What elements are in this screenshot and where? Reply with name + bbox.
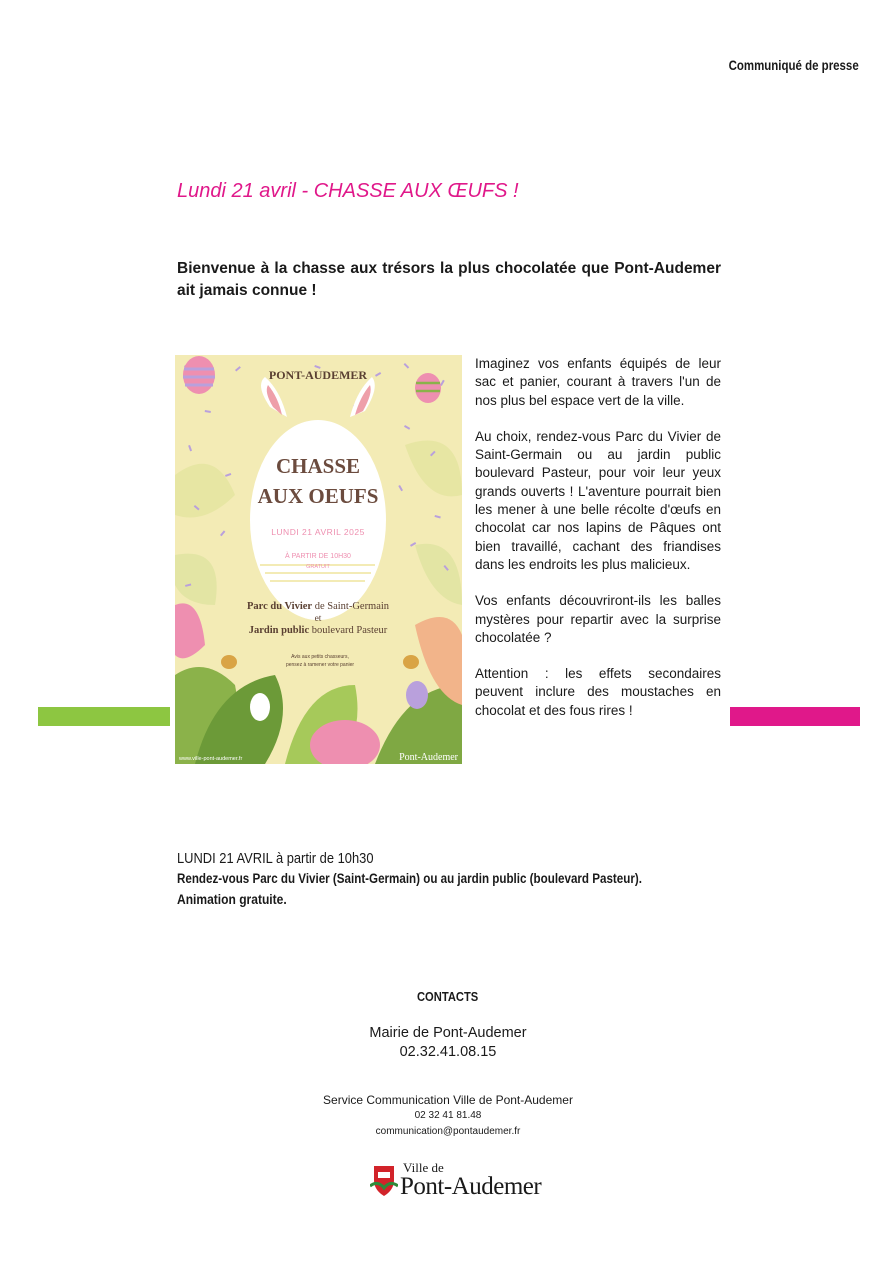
poster-and: et [314,614,322,624]
event-poster [175,355,462,764]
poster-website: www.ville-pont-audemer.fr [179,756,243,762]
poster-note2: pensez à ramener votre panier [285,662,355,668]
event-details [177,849,797,910]
service-email[interactable]: communication@pontaudemer.fr [375,1126,521,1137]
mairie-phone: 02.32.41.08.15 [399,1044,497,1060]
poster-time: À PARTIR DE 10H30 [285,553,351,560]
contacts-section [0,988,896,1140]
poster-logo: Pont-Audemer [399,752,458,763]
green-accent-bar [38,707,170,726]
poster-title-line1: CHASSE [275,454,361,478]
event-place: Rendez-vous Parc du Vivier (Saint-Germain) ou au jardin public (boulevard Pasteur). [177,871,642,886]
body-text [475,355,721,738]
pink-accent-bar [730,707,860,726]
body-paragraph-2: Au choix, rendez-vous Parc du Vivier de Saint-Germain ou au jardin public boulevard Pasteur, pour voir leur yeux grands ouverts ! L'aventure pourrait bien les mener à une belle récolte d'œufs en chocolat car nos lapins de Pâques ont bien travaillé, cachant des friandises dans les endroits les plus malicieux. [475,428,721,572]
poster-price: GRATUIT [306,564,330,570]
city-logo [370,1160,550,1202]
press-release-label: Communiqué de presse [728,57,859,73]
poster-title-line2: AUX OEUFS [257,484,379,508]
logo-ville: Ville de [403,1160,444,1175]
mairie-name: Mairie de Pont-Audemer [369,1025,527,1041]
lead-paragraph: Bienvenue à la chasse aux trésors la plus chocolatée que Pont-Audemer ait jamais connue ! [177,260,721,299]
logo-name: Pont-Audemer [400,1173,542,1200]
contacts-heading: CONTACTS [417,989,479,1004]
body-paragraph-4: Attention : les effets secondaires peuvent inclure des moustaches en chocolat et des fous rires ! [475,666,721,718]
poster-date: LUNDI 21 AVRIL 2025 [271,527,365,537]
poster-city: PONT-AUDEMER [268,368,368,382]
poster-place2: Jardin public boulevard Pasteur [248,625,388,636]
service-phone: 02 32 41 81.48 [414,1110,482,1121]
service-name: Service Communication Ville de Pont-Audemer [323,1093,573,1107]
poster-place1: Parc du Vivier de Saint-Germain [246,601,390,612]
body-paragraph-1: Imaginez vos enfants équipés de leur sac et panier, courant à travers l'un de nos plus bel espace vert de la ville. [475,356,721,408]
event-date: LUNDI 21 AVRIL à partir de 10h30 [177,850,374,867]
body-paragraph-3: Vos enfants découvriront-ils les balles mystères pour repartir avec la surprise chocolatée ? [475,593,721,645]
poster-note1: Avis aux petits chasseurs, [291,654,349,660]
city-crest-icon [370,1164,398,1198]
page-title: Lundi 21 avril - CHASSE AUX ŒUFS ! [177,180,519,202]
event-free: Animation gratuite. [177,891,287,907]
